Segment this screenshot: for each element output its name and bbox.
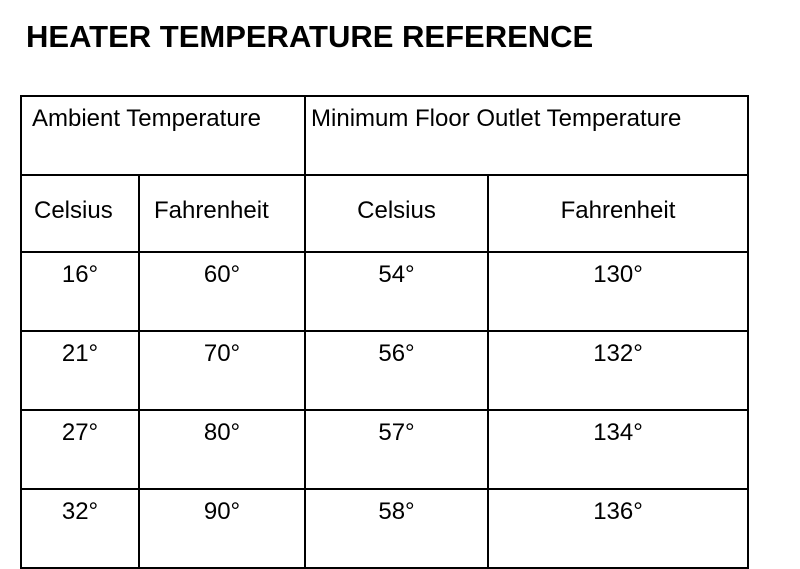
table-cell: 132° bbox=[488, 331, 748, 410]
table-cell: 21° bbox=[21, 331, 139, 410]
table-cell: 16° bbox=[21, 252, 139, 331]
table-cell: 136° bbox=[488, 489, 748, 568]
group-header-min-floor-outlet: Minimum Floor Outlet Temperature bbox=[305, 96, 748, 175]
table-cell: 32° bbox=[21, 489, 139, 568]
table-cell: 70° bbox=[139, 331, 305, 410]
group-header-row bbox=[21, 96, 748, 175]
sub-header-outlet-celsius: Celsius bbox=[305, 175, 488, 252]
table-row bbox=[21, 410, 748, 489]
page-title: HEATER TEMPERATURE REFERENCE bbox=[26, 19, 594, 54]
table-cell: 27° bbox=[21, 410, 139, 489]
table-cell: 130° bbox=[488, 252, 748, 331]
table-cell: 80° bbox=[139, 410, 305, 489]
table-cell: 56° bbox=[305, 331, 488, 410]
group-header-ambient: Ambient Temperature bbox=[21, 96, 305, 175]
temperature-reference-table bbox=[20, 95, 749, 569]
table-row bbox=[21, 489, 748, 568]
sub-header-ambient-fahrenheit: Fahrenheit bbox=[139, 175, 305, 252]
table-cell: 58° bbox=[305, 489, 488, 568]
table-cell: 60° bbox=[139, 252, 305, 331]
sub-header-row bbox=[21, 175, 748, 252]
sub-header-outlet-fahrenheit: Fahrenheit bbox=[488, 175, 748, 252]
table-row bbox=[21, 331, 748, 410]
table-cell: 90° bbox=[139, 489, 305, 568]
table-row bbox=[21, 252, 748, 331]
table-cell: 134° bbox=[488, 410, 748, 489]
table-cell: 54° bbox=[305, 252, 488, 331]
sub-header-ambient-celsius: Celsius bbox=[21, 175, 139, 252]
table-cell: 57° bbox=[305, 410, 488, 489]
